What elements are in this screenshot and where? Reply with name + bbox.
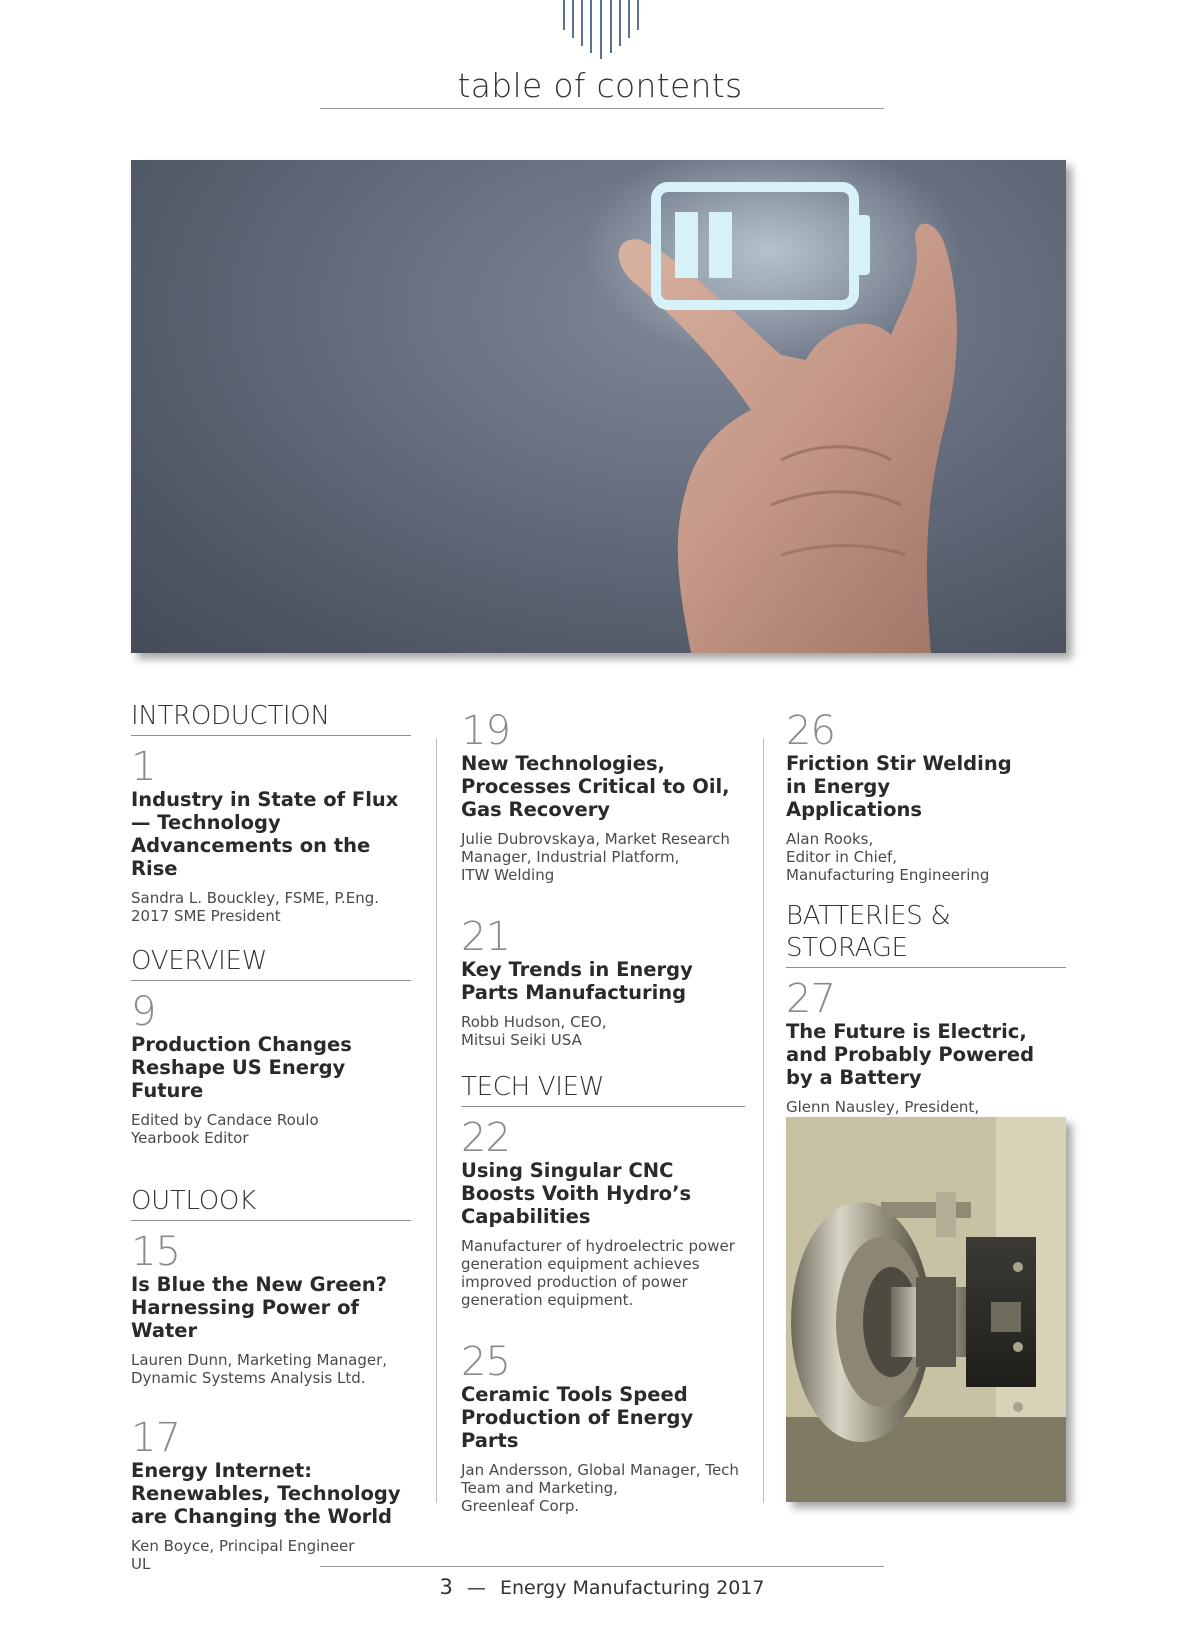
title-divider bbox=[320, 108, 884, 109]
toc-entry[interactable] bbox=[131, 1417, 411, 1573]
entry-title[interactable]: Ceramic Tools Speed Production of Energy Parts bbox=[461, 1383, 694, 1452]
entry-byline bbox=[131, 1111, 411, 1147]
byline-line: Edited by Candace Roulo bbox=[131, 1111, 319, 1129]
byline-line: UL bbox=[131, 1555, 151, 1573]
entry-byline bbox=[461, 830, 745, 884]
byline-line: Mitsui Seiki USA bbox=[461, 1031, 582, 1049]
byline-line: Dynamic Systems Analysis Ltd. bbox=[131, 1369, 366, 1387]
byline-line: Team and Marketing, bbox=[461, 1479, 618, 1497]
column-divider-2 bbox=[763, 738, 764, 1503]
byline-line: Julie Dubrovskaya, Market Research bbox=[461, 830, 730, 848]
toc-entry[interactable] bbox=[461, 710, 745, 884]
byline-line: Ken Boyce, Principal Engineer bbox=[131, 1537, 355, 1555]
entry-title[interactable]: Production Changes Reshape US Energy Future bbox=[131, 1033, 352, 1102]
entry-byline bbox=[131, 889, 411, 925]
byline-line: Glenn Nausley, President, bbox=[786, 1098, 980, 1116]
page-footer bbox=[320, 1575, 884, 1599]
toc-column-3 bbox=[786, 700, 1066, 1134]
toc-entry[interactable] bbox=[131, 746, 411, 925]
entry-title[interactable]: Industry in State of Flux— Technology Advancements on the Rise bbox=[131, 788, 399, 880]
entry-page-number: 9 bbox=[131, 989, 156, 1035]
toc-entry[interactable] bbox=[131, 1231, 411, 1387]
entry-byline bbox=[461, 1461, 745, 1515]
entry-title[interactable]: New Technologies, Processes Critical to Oil, Gas Recovery bbox=[461, 752, 730, 821]
entry-page-number: 17 bbox=[131, 1415, 180, 1461]
cnc-lathe-photo bbox=[786, 1117, 1066, 1502]
byline-line: generation equipment. bbox=[461, 1291, 634, 1309]
entry-title[interactable]: Energy Internet: Renewables, Technology are Changing the World bbox=[131, 1459, 401, 1528]
entry-page-number: 27 bbox=[786, 976, 835, 1022]
byline-line: ITW Welding bbox=[461, 866, 555, 884]
entry-page-number: 26 bbox=[786, 708, 835, 754]
byline-line: generation equipment achieves bbox=[461, 1255, 700, 1273]
section-heading-overview: OVERVIEW bbox=[131, 945, 411, 981]
page-title: table of contents bbox=[457, 66, 743, 105]
byline-line: Manager, Industrial Platform, bbox=[461, 848, 680, 866]
section-heading-batteries-storage: BATTERIES & STORAGE bbox=[786, 900, 1066, 968]
section-heading-introduction: INTRODUCTION bbox=[131, 700, 411, 736]
entry-title[interactable]: The Future is Electric, and Probably Powered by a Battery bbox=[786, 1020, 1035, 1089]
toc-column-2 bbox=[461, 700, 745, 1515]
toc-entry[interactable] bbox=[786, 978, 1066, 1134]
entry-byline bbox=[131, 1537, 411, 1573]
entry-byline bbox=[131, 1351, 411, 1387]
toc-entry[interactable] bbox=[461, 1117, 745, 1309]
byline-line: Alan Rooks, bbox=[786, 830, 874, 848]
column-divider-1 bbox=[436, 738, 437, 1503]
toc-entry[interactable] bbox=[131, 991, 411, 1147]
hero-image bbox=[131, 160, 1066, 653]
entry-page-number: 25 bbox=[461, 1339, 510, 1385]
entry-page-number: 15 bbox=[131, 1229, 180, 1275]
footer-publication: Energy Manufacturing 2017 bbox=[499, 1577, 765, 1599]
entry-title[interactable]: Friction Stir Welding in Energy Applications bbox=[786, 752, 1012, 821]
toc-entry[interactable] bbox=[461, 916, 745, 1049]
footer-separator: — bbox=[466, 1577, 486, 1599]
toc-column-1 bbox=[131, 700, 411, 1573]
entry-byline bbox=[461, 1237, 745, 1309]
byline-line: Yearbook Editor bbox=[131, 1129, 249, 1147]
toc-entry[interactable] bbox=[786, 710, 1066, 884]
byline-line: Sandra L. Bouckley, FSME, P.Eng. bbox=[131, 889, 380, 907]
byline-line: Manufacturing Engineering bbox=[786, 866, 990, 884]
footer-divider bbox=[320, 1566, 884, 1567]
hand-battery-illustration bbox=[131, 160, 1066, 653]
byline-line: Robb Hudson, CEO, bbox=[461, 1013, 607, 1031]
byline-line: Manufacturer of hydroelectric power bbox=[461, 1237, 735, 1255]
entry-page-number: 19 bbox=[461, 708, 510, 754]
section-heading-outlook: OUTLOOK bbox=[131, 1185, 411, 1221]
byline-line: 2017 SME President bbox=[131, 907, 281, 925]
entry-title[interactable]: Key Trends in Energy Parts Manufacturing bbox=[461, 958, 693, 1004]
byline-line: improved production of power bbox=[461, 1273, 688, 1291]
entry-byline bbox=[461, 1013, 745, 1049]
lathe-illustration bbox=[786, 1117, 1066, 1502]
byline-line: Jan Andersson, Global Manager, Tech bbox=[461, 1461, 739, 1479]
byline-line: Lauren Dunn, Marketing Manager, bbox=[131, 1351, 388, 1369]
byline-line: Greenleaf Corp. bbox=[461, 1497, 580, 1515]
footer-page-number: 3 bbox=[439, 1575, 453, 1599]
entry-byline bbox=[786, 830, 1066, 884]
section-heading-tech-view: TECH VIEW bbox=[461, 1071, 745, 1107]
byline-line: Editor in Chief, bbox=[786, 848, 898, 866]
entry-page-number: 21 bbox=[461, 914, 510, 960]
header-ornament bbox=[561, 0, 641, 60]
entry-title[interactable]: Is Blue the New Green? Harnessing Power of Water bbox=[131, 1273, 387, 1342]
entry-page-number: 22 bbox=[461, 1115, 510, 1161]
entry-page-number: 1 bbox=[131, 744, 156, 790]
entry-title[interactable]: Using Singular CNC Boosts Voith Hydro’s Capabilities bbox=[461, 1159, 692, 1228]
toc-entry[interactable] bbox=[461, 1341, 745, 1515]
